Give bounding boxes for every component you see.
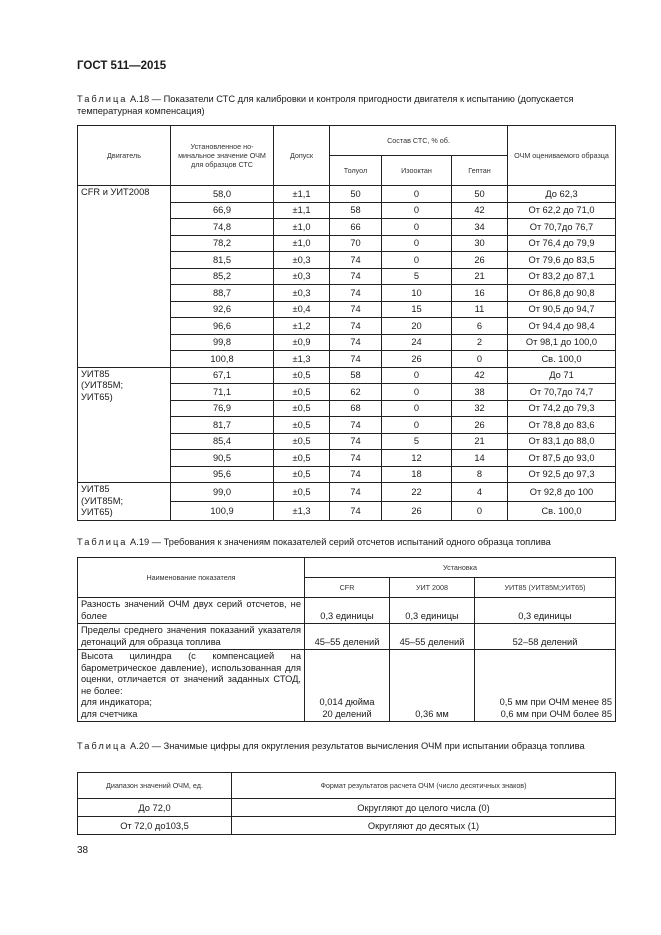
tolerance-cell: ±0,4 <box>274 301 330 318</box>
ochm-range-cell: От 79,6 до 83,5 <box>508 252 616 269</box>
ochm-range-cell: От 94,4 до 98,4 <box>508 318 616 335</box>
tolerance-cell: ±0,5 <box>274 483 330 502</box>
isooctane-cell: 15 <box>382 301 452 318</box>
ochm-range-cell: От 92,8 до 100 <box>508 483 616 502</box>
engine-cell <box>78 483 171 521</box>
table-a19-body <box>78 598 616 722</box>
heptane-cell: 0 <box>452 501 508 520</box>
heptane-cell: 26 <box>452 417 508 434</box>
heptane-cell: 6 <box>452 318 508 335</box>
table-a18-label: Таблица <box>77 94 128 104</box>
engine-name-line: (УИТ85М; <box>81 380 124 390</box>
engine-name-line: УИТ85 <box>81 368 110 379</box>
indicator-name-line: Высота цилиндра (с компенсацией на барометрическое давление), использованная для оценки, отличается от значений заданных СТОД, не более: <box>81 651 301 696</box>
heptane-cell: 16 <box>452 285 508 302</box>
toluene-cell: 74 <box>330 351 382 368</box>
uit85-value-line: 52–58 делений <box>512 636 578 647</box>
uit85-value-cell <box>475 650 616 722</box>
toluene-cell: 74 <box>330 285 382 302</box>
uit2008-value-line: 0,36 мм <box>415 708 449 719</box>
heptane-cell: 34 <box>452 219 508 236</box>
table-a19-label: Таблица <box>77 537 128 547</box>
toluene-cell: 50 <box>330 186 382 203</box>
isooctane-cell: 20 <box>382 318 452 335</box>
tolerance-cell: ±0,5 <box>274 400 330 417</box>
isooctane-cell: 26 <box>382 501 452 520</box>
tolerance-cell: ±0,5 <box>274 433 330 450</box>
tolerance-cell: ±1,0 <box>274 219 330 236</box>
uit85-value-line: 0,6 мм при ОЧМ более 85 <box>500 708 613 719</box>
ochm-range-cell: До 62,3 <box>508 186 616 203</box>
ochm-range-cell: От 90,5 до 94,7 <box>508 301 616 318</box>
nominal-value-cell: 100,8 <box>171 351 274 368</box>
header-heptane: Гептан <box>452 156 508 186</box>
toluene-cell: 74 <box>330 501 382 520</box>
heptane-cell: 50 <box>452 186 508 203</box>
ochm-range-cell: От 87,5 до 93,0 <box>508 450 616 467</box>
tolerance-cell: ±1,2 <box>274 318 330 335</box>
uit85-value-cell <box>475 598 616 624</box>
tolerance-cell: ±0,5 <box>274 466 330 483</box>
isooctane-cell: 0 <box>382 384 452 401</box>
tolerance-cell: ±0,3 <box>274 252 330 269</box>
cfr-value-cell <box>305 624 390 650</box>
table-a18-title: А.18 — Показатели СТС для калибровки и контроля пригодности двигателя к испытанию (допускается температурная компенсация) <box>77 94 574 116</box>
ochm-range-cell: От 70,7до 74,7 <box>508 384 616 401</box>
nominal-value-cell: 95,6 <box>171 466 274 483</box>
indicator-name-line: для счетчика <box>81 708 138 719</box>
cfr-value-line: 0,014 дюйма <box>319 697 375 707</box>
indicator-name-cell <box>78 624 305 650</box>
isooctane-cell: 12 <box>382 450 452 467</box>
rounding-format-cell: Округляют до десятых (1) <box>232 817 616 835</box>
toluene-cell: 70 <box>330 235 382 252</box>
isooctane-cell: 22 <box>382 483 452 502</box>
isooctane-cell: 0 <box>382 417 452 434</box>
tolerance-cell: ±0,5 <box>274 417 330 434</box>
table-row <box>78 367 616 384</box>
header-nominal: Установленное но-минальное значение ОЧМ для образцов СТС <box>171 126 274 186</box>
ochm-range-cell: До 71 <box>508 367 616 384</box>
heptane-cell: 21 <box>452 433 508 450</box>
table-row <box>78 650 616 722</box>
isooctane-cell: 0 <box>382 186 452 203</box>
nominal-value-cell: 76,9 <box>171 400 274 417</box>
uit85-value-cell <box>475 624 616 650</box>
ochm-range-cell: От 62,2 до 71,0 <box>508 202 616 219</box>
uit2008-value-cell <box>390 624 475 650</box>
header-indicator-name: Наименование показателя <box>78 558 305 598</box>
isooctane-cell: 26 <box>382 351 452 368</box>
cfr-value-cell <box>305 650 390 722</box>
isooctane-cell: 0 <box>382 400 452 417</box>
header-tolerance: Допуск <box>274 126 330 186</box>
ochm-range-cell: От 70,7до 76,7 <box>508 219 616 236</box>
toluene-cell: 74 <box>330 318 382 335</box>
cfr-value-line: 0,3 единицы <box>320 610 374 621</box>
isooctane-cell: 18 <box>382 466 452 483</box>
table-row <box>78 186 616 203</box>
header-composition: Состав СТС, % об. <box>330 126 508 156</box>
tolerance-cell: ±1,3 <box>274 501 330 520</box>
nominal-value-cell: 66,9 <box>171 202 274 219</box>
header-ochm: ОЧМ оцениваемого образца <box>508 126 616 186</box>
header-uit85: УИТ85 (УИТ85М;УИТ65) <box>475 578 616 598</box>
indicator-name-cell <box>78 650 305 722</box>
tolerance-cell: ±0,5 <box>274 450 330 467</box>
ochm-range-cell: От 83,1 до 88,0 <box>508 433 616 450</box>
isooctane-cell: 5 <box>382 268 452 285</box>
nominal-value-cell: 85,2 <box>171 268 274 285</box>
ochm-range-cell: Св. 100,0 <box>508 351 616 368</box>
ochm-range-cell: От 76,4 до 79,9 <box>508 235 616 252</box>
toluene-cell: 74 <box>330 417 382 434</box>
heptane-cell: 2 <box>452 334 508 351</box>
rounding-format-cell: Округляют до целого числа (0) <box>232 799 616 817</box>
ochm-range-cell: От 98,1 до 100,0 <box>508 334 616 351</box>
heptane-cell: 21 <box>452 268 508 285</box>
uit2008-value-cell <box>390 650 475 722</box>
cfr-value-line: 45–55 делений <box>314 636 380 647</box>
tolerance-cell: ±0,9 <box>274 334 330 351</box>
table-a19 <box>77 557 616 722</box>
nominal-value-cell: 81,5 <box>171 252 274 269</box>
engine-name-line: УИТ65) <box>81 391 113 402</box>
table-a20-caption <box>77 740 615 752</box>
toluene-cell: 74 <box>330 334 382 351</box>
uit2008-value-line: 0,3 единицы <box>405 610 459 621</box>
ochm-range-cell: Св. 100,0 <box>508 501 616 520</box>
nominal-value-cell: 90,5 <box>171 450 274 467</box>
uit85-value-line: 0,3 единицы <box>518 610 572 621</box>
isooctane-cell: 0 <box>382 252 452 269</box>
uit2008-value-cell <box>390 598 475 624</box>
ochm-range-cell: От 83,2 до 87,1 <box>508 268 616 285</box>
isooctane-cell: 0 <box>382 235 452 252</box>
document-header: ГОСТ 511—2015 <box>77 60 167 72</box>
header-cfr: CFR <box>305 578 390 598</box>
nominal-value-cell: 88,7 <box>171 285 274 302</box>
heptane-cell: 4 <box>452 483 508 502</box>
heptane-cell: 8 <box>452 466 508 483</box>
nominal-value-cell: 78,2 <box>171 235 274 252</box>
heptane-cell: 38 <box>452 384 508 401</box>
heptane-cell: 11 <box>452 301 508 318</box>
page-number: 38 <box>77 845 89 856</box>
nominal-value-cell: 100,9 <box>171 501 274 520</box>
isooctane-cell: 24 <box>382 334 452 351</box>
ochm-range-cell: До 72,0 <box>78 799 232 817</box>
uit85-value-line: 0,5 мм при ОЧМ менее 85 <box>499 697 613 707</box>
heptane-cell: 26 <box>452 252 508 269</box>
header-isooctane: Изооктан <box>382 156 452 186</box>
tolerance-cell: ±1,1 <box>274 202 330 219</box>
engine-cell <box>78 367 171 483</box>
table-row <box>78 624 616 650</box>
heptane-cell: 32 <box>452 400 508 417</box>
tolerance-cell: ±1,3 <box>274 351 330 368</box>
indicator-name-line: Разность значений ОЧМ двух серий отсчетов, не более <box>81 599 301 621</box>
toluene-cell: 58 <box>330 367 382 384</box>
isooctane-cell: 0 <box>382 219 452 236</box>
table-row <box>78 483 616 502</box>
tolerance-cell: ±0,3 <box>274 268 330 285</box>
heptane-cell: 30 <box>452 235 508 252</box>
table-a20-title: А.20 — Значимые цифры для округления результатов вычисления ОЧМ при испытании образца топлива <box>127 741 585 751</box>
table-a19-caption <box>77 536 615 548</box>
nominal-value-cell: 96,6 <box>171 318 274 335</box>
tolerance-cell: ±1,0 <box>274 235 330 252</box>
table-a20 <box>77 772 616 835</box>
heptane-cell: 42 <box>452 202 508 219</box>
toluene-cell: 74 <box>330 466 382 483</box>
nominal-value-cell: 67,1 <box>171 367 274 384</box>
toluene-cell: 66 <box>330 219 382 236</box>
ochm-range-cell: От 78,8 до 83,6 <box>508 417 616 434</box>
table-a20-label: Таблица <box>77 741 128 751</box>
nominal-value-cell: 99,8 <box>171 334 274 351</box>
toluene-cell: 74 <box>330 450 382 467</box>
engine-name-line: УИТ85 <box>81 484 110 494</box>
toluene-cell: 74 <box>330 483 382 502</box>
ochm-range-cell: От 86,8 до 90,8 <box>508 285 616 302</box>
indicator-name-line: для индикатора; <box>81 697 152 707</box>
heptane-cell: 14 <box>452 450 508 467</box>
tolerance-cell: ±0,5 <box>274 367 330 384</box>
header-result-format: Формат результатов расчета ОЧМ (число десятичных знаков) <box>232 773 616 799</box>
toluene-cell: 58 <box>330 202 382 219</box>
header-installation: Установка <box>305 558 616 578</box>
isooctane-cell: 5 <box>382 433 452 450</box>
table-a18 <box>77 125 616 521</box>
isooctane-cell: 0 <box>382 202 452 219</box>
header-ochm-range: Диапазон значений ОЧМ, ед. <box>78 773 232 799</box>
toluene-cell: 74 <box>330 252 382 269</box>
toluene-cell: 74 <box>330 433 382 450</box>
nominal-value-cell: 99,0 <box>171 483 274 502</box>
table-row <box>78 598 616 624</box>
heptane-cell: 0 <box>452 351 508 368</box>
ochm-range-cell: От 92,5 до 97,3 <box>508 466 616 483</box>
indicator-name-cell <box>78 598 305 624</box>
engine-name-line: УИТ65) <box>81 507 113 517</box>
nominal-value-cell: 71,1 <box>171 384 274 401</box>
isooctane-cell: 10 <box>382 285 452 302</box>
toluene-cell: 68 <box>330 400 382 417</box>
table-a19-title: А.19 — Требования к значениям показателей серий отсчетов испытаний одного образца топлива <box>127 537 551 547</box>
nominal-value-cell: 81,7 <box>171 417 274 434</box>
tolerance-cell: ±0,3 <box>274 285 330 302</box>
engine-name-line: (УИТ85М; <box>81 495 124 506</box>
nominal-value-cell: 58,0 <box>171 186 274 203</box>
header-uit2008: УИТ 2008 <box>390 578 475 598</box>
tolerance-cell: ±0,5 <box>274 384 330 401</box>
header-engine: Двигатель <box>78 126 171 186</box>
isooctane-cell: 0 <box>382 367 452 384</box>
toluene-cell: 74 <box>330 268 382 285</box>
tolerance-cell: ±1,1 <box>274 186 330 203</box>
engine-name-line: CFR и УИТ2008 <box>81 187 150 197</box>
toluene-cell: 74 <box>330 301 382 318</box>
table-a18-body <box>78 186 616 521</box>
uit2008-value-line: 45–55 делений <box>399 636 465 647</box>
ochm-range-cell: От 74,2 до 79,3 <box>508 400 616 417</box>
table-a20-body <box>78 799 616 835</box>
table-a18-caption <box>77 93 615 117</box>
cfr-value-cell <box>305 598 390 624</box>
toluene-cell: 62 <box>330 384 382 401</box>
engine-cell <box>78 186 171 368</box>
nominal-value-cell: 92,6 <box>171 301 274 318</box>
cfr-value-line: 20 делений <box>322 708 372 719</box>
indicator-name-line: Пределы среднего значения показаний указателя детонаций для образца топлива <box>81 625 301 647</box>
table-row <box>78 817 616 835</box>
header-toluene: Толуол <box>330 156 382 186</box>
nominal-value-cell: 85,4 <box>171 433 274 450</box>
table-row <box>78 799 616 817</box>
ochm-range-cell: От 72,0 до103,5 <box>78 817 232 835</box>
nominal-value-cell: 74,8 <box>171 219 274 236</box>
heptane-cell: 42 <box>452 367 508 384</box>
